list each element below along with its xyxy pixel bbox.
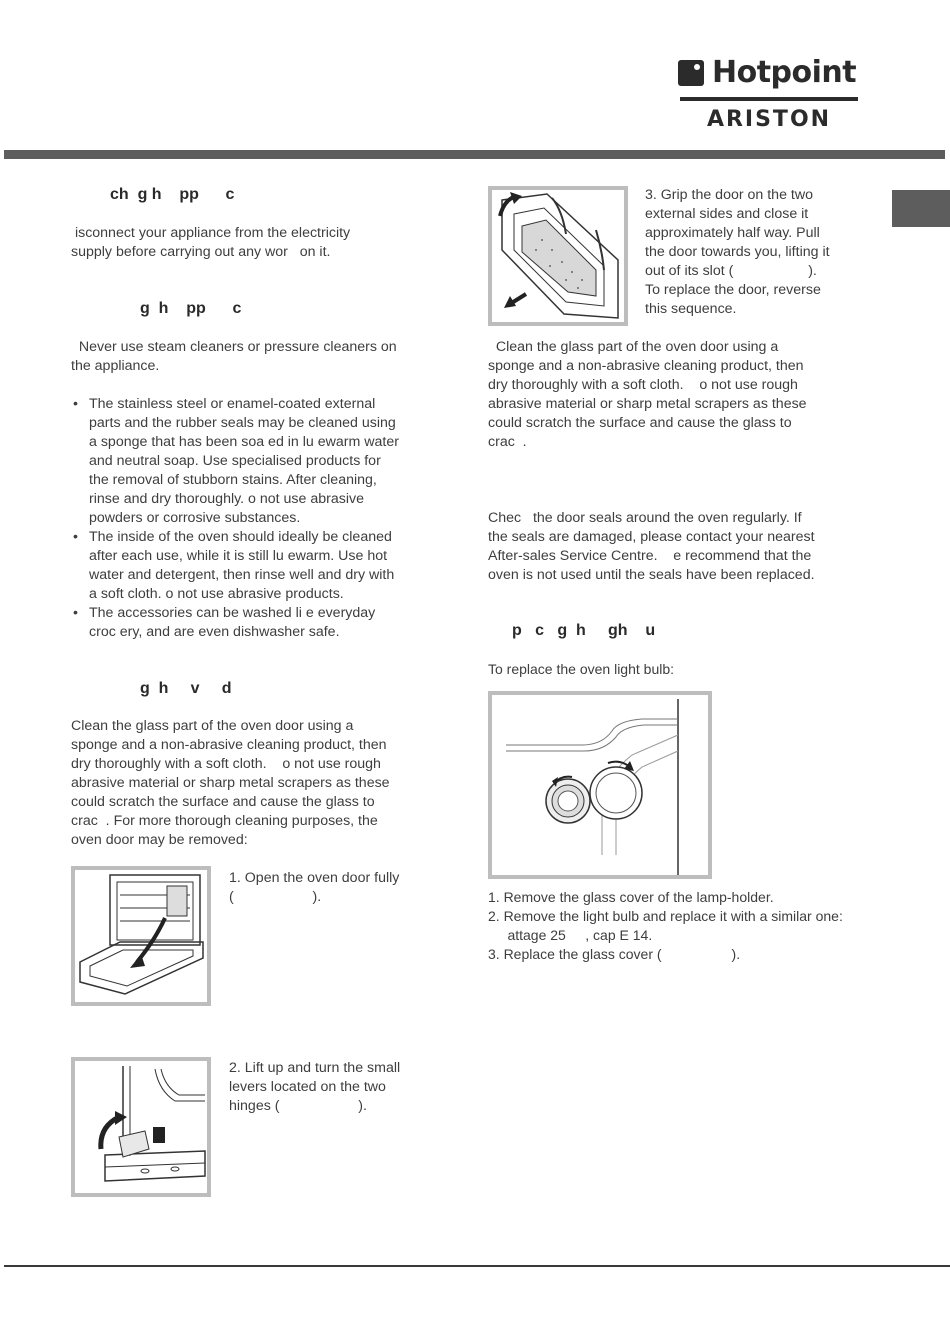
bullet-external: • The stainless steel or enamel-coated external parts and the rubber seals may be cleaned using a sponge that has been soa ed in lu ewarm water and neutral soap. Use specialised products for the removal of stubborn stains. After cleaning, rinse and dry thoroughly. o not use abrasive powders or corrosive substances. — [71, 395, 461, 528]
text-seals-1: Chec the door seals around the oven regularly. If — [488, 510, 802, 526]
figure-open-door — [71, 866, 211, 1006]
footer-rule — [4, 1265, 950, 1267]
text-step1-1: 1. Open the oven door fully — [229, 870, 400, 886]
text-glass-5: could scratch the surface and cause the glass to — [488, 415, 792, 431]
text-disconnect-2: supply before carrying out any wor on it. — [71, 244, 331, 260]
text-step3-4: the door towards you, lifting it — [645, 244, 830, 260]
text-door-6: crac . For more thorough cleaning purposes, the — [71, 813, 378, 829]
text-step3-2: external sides and close it — [645, 206, 809, 222]
figure-hinge-levers — [71, 1057, 211, 1197]
text-step3-3: approximately half way. Pull — [645, 225, 820, 241]
figure-remove-door — [488, 186, 628, 326]
left-column — [0, 0, 470, 1260]
text-door-7: oven door may be removed: — [71, 832, 248, 848]
text-step1-2: ( ). — [229, 889, 322, 905]
bullet-inside: • The inside of the oven should ideally be cleaned after each use, while it is still lu ewarm. Use hot water and detergent, then rinse well and dry with a soft cloth. o not use abrasive products. — [71, 528, 461, 604]
cleaning-bullets — [71, 395, 461, 642]
text-step2-2: levers located on the two — [229, 1079, 386, 1095]
remove-door-illustration — [492, 190, 624, 322]
text-step3-1: 3. Grip the door on the two — [645, 187, 813, 203]
text-seals-2: the seals are damaged, please contact your nearest — [488, 529, 815, 545]
text-step2-1: 2. Lift up and turn the small — [229, 1060, 401, 1076]
logo-sub-text: ARISTON — [706, 107, 832, 132]
text-door-1: Clean the glass part of the oven door using a — [71, 718, 354, 734]
open-door-illustration — [75, 870, 207, 1002]
hinge-lever-illustration — [75, 1061, 207, 1193]
text-door-4: abrasive material or sharp metal scrapers as these — [71, 775, 390, 791]
heading-cleaning: g h pp c — [140, 300, 242, 317]
text-step2-3: hinges ( ). — [229, 1098, 367, 1114]
text-seals-4: oven is not used until the seals have been replaced. — [488, 567, 815, 583]
text-glass-6: crac . — [488, 434, 527, 450]
text-bulb-step-2: 2. Remove the light bulb and replace it with a similar one: — [488, 908, 843, 924]
text-door-5: could scratch the surface and cause the glass to — [71, 794, 375, 810]
text-bulb-step-1: 1. Remove the glass cover of the lamp-holder. — [488, 889, 774, 905]
text-glass-2: sponge and a non-abrasive cleaning product, then — [488, 358, 804, 374]
text-bulb-step-3: attage 25 , cap E 14. — [488, 927, 653, 943]
lamp-holder-illustration — [492, 695, 708, 875]
text-glass-4: abrasive material or sharp metal scrapers as these — [488, 396, 807, 412]
text-steam-1: Never use steam cleaners or pressure cleaners on — [71, 339, 397, 355]
text-steam-2: the appliance. — [71, 358, 160, 374]
logo-brand-text: Hotpoint — [712, 55, 857, 90]
text-step3-6: To replace the door, reverse — [645, 282, 821, 298]
text-glass-1: Clean the glass part of the oven door using a — [488, 339, 779, 355]
text-bulb-intro: To replace the oven light bulb: — [488, 661, 675, 677]
text-step3-5: out of its slot ( ). — [645, 263, 817, 279]
text-door-3: dry thoroughly with a soft cloth. o not use rough — [71, 756, 381, 772]
heading-oven-door: g h v d — [140, 680, 232, 697]
text-door-2: sponge and a non-abrasive cleaning product, then — [71, 737, 387, 753]
figure-lamp-holder — [488, 691, 712, 879]
text-disconnect-1: isconnect your appliance from the electricity — [71, 225, 351, 241]
heading-light-bulb: p c g h gh u — [512, 622, 656, 639]
right-column — [470, 0, 940, 1260]
text-glass-3: dry thoroughly with a soft cloth. o not use rough — [488, 377, 798, 393]
bullet-accessories: • The accessories can be washed li e everyday croc ery, and are even dishwasher safe. — [71, 604, 461, 642]
text-seals-3: After-sales Service Centre. e recommend that the — [488, 548, 812, 564]
heading-disconnect: ch g h pp c — [110, 186, 235, 203]
text-step3-7: this sequence. — [645, 301, 737, 317]
text-bulb-step-4: 3. Replace the glass cover ( ). — [488, 946, 741, 962]
